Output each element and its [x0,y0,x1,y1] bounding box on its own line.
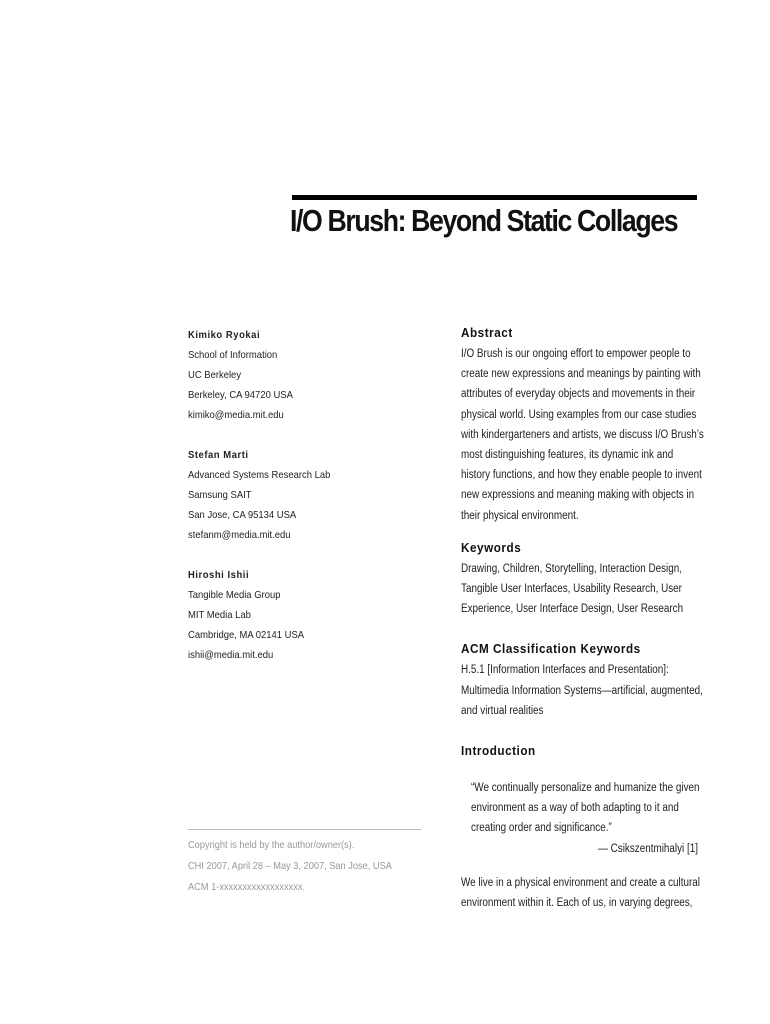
author-affiliation: Advanced Systems Research Lab [188,469,331,481]
copyright-block [188,835,428,898]
copyright-line: CHI 2007, April 28 – May 3, 2007, San Jose, USA [188,860,392,872]
right-column [461,322,706,913]
copyright-rule [188,829,421,830]
abstract-line: their physical environment. [461,509,579,522]
abstract-line: history functions, and how they enable people to invent [461,469,702,482]
keywords-heading: Keywords [461,539,522,555]
author-email: ishii@media.mit.edu [188,649,274,661]
abstract-line: I/O Brush is our ongoing effort to empower people to [461,348,691,360]
copyright-line: ACM 1-xxxxxxxxxxxxxxxxxx. [188,881,306,893]
abstract-text [461,344,706,526]
title-rule [292,195,697,200]
author-address: San Jose, CA 95134 USA [188,509,297,521]
author-entry [188,325,438,425]
acm-line: and virtual realities [461,704,544,717]
copyright-line: Copyright is held by the author/owner(s). [188,839,355,851]
abstract-line: with kindergarteners and artists, we discuss I/O Brush’s [461,428,704,441]
keywords-section [461,537,706,620]
quote-attribution-text: — Csikszentmihalyi [1] [597,842,698,855]
keywords-line: Drawing, Children, Storytelling, Interaction Design, [461,562,682,575]
paper-title: I/O Brush: Beyond Static Collages [290,203,678,238]
author-name: Stefan Marti [188,449,249,461]
author-address: Berkeley, CA 94720 USA [188,389,293,401]
acm-line: Multimedia Information Systems—artificial, augmented, [461,684,703,697]
author-block [188,325,438,685]
abstract-line: create new expressions and meanings by painting with [461,368,701,381]
author-address: Cambridge, MA 02141 USA [188,629,305,641]
abstract-line: physical world. Using examples from our case studies [461,408,697,421]
introduction-section [461,740,706,913]
acm-section [461,638,706,721]
introduction-line: We live in a physical environment and create a cultural [461,876,700,889]
introduction-text [461,873,706,913]
acm-line: H.5.1 [Information Interfaces and Presentation]: [461,664,669,677]
quote-line: “We continually personalize and humanize the given [471,782,700,795]
abstract-section [461,322,706,526]
author-name: Kimiko Ryokai [188,329,261,341]
keywords-text [461,559,706,620]
quote-line: creating order and significance.” [471,822,612,835]
introduction-line: environment within it. Each of us, in varying degrees, [461,897,693,910]
keywords-line: Experience, User Interface Design, User Research [461,603,684,616]
introduction-heading: Introduction [461,743,536,759]
acm-text [461,660,706,721]
quote-attribution [461,839,698,859]
author-affiliation: UC Berkeley [188,369,242,381]
author-name: Hiroshi Ishii [188,569,250,581]
abstract-line: attributes of everyday objects and movements in their [461,388,696,401]
acm-heading: ACM Classification Keywords [461,641,641,657]
epigraph-quote [471,778,706,839]
abstract-line: new expressions and meaning making with objects in [461,489,695,502]
author-affiliation: Samsung SAIT [188,489,252,501]
author-email: stefanm@media.mit.edu [188,529,291,541]
author-affiliation: Tangible Media Group [188,589,281,601]
abstract-line: most distinguishing features, its dynamic ink and [461,449,674,462]
abstract-heading: Abstract [461,325,513,340]
author-affiliation: School of Information [188,349,278,361]
author-email: kimiko@media.mit.edu [188,409,284,421]
author-entry [188,565,438,665]
author-entry [188,445,438,545]
author-affiliation: MIT Media Lab [188,609,251,621]
keywords-line: Tangible User Interfaces, Usability Research, User [461,583,682,596]
quote-line: environment as a way of both adapting to it and [471,802,679,815]
